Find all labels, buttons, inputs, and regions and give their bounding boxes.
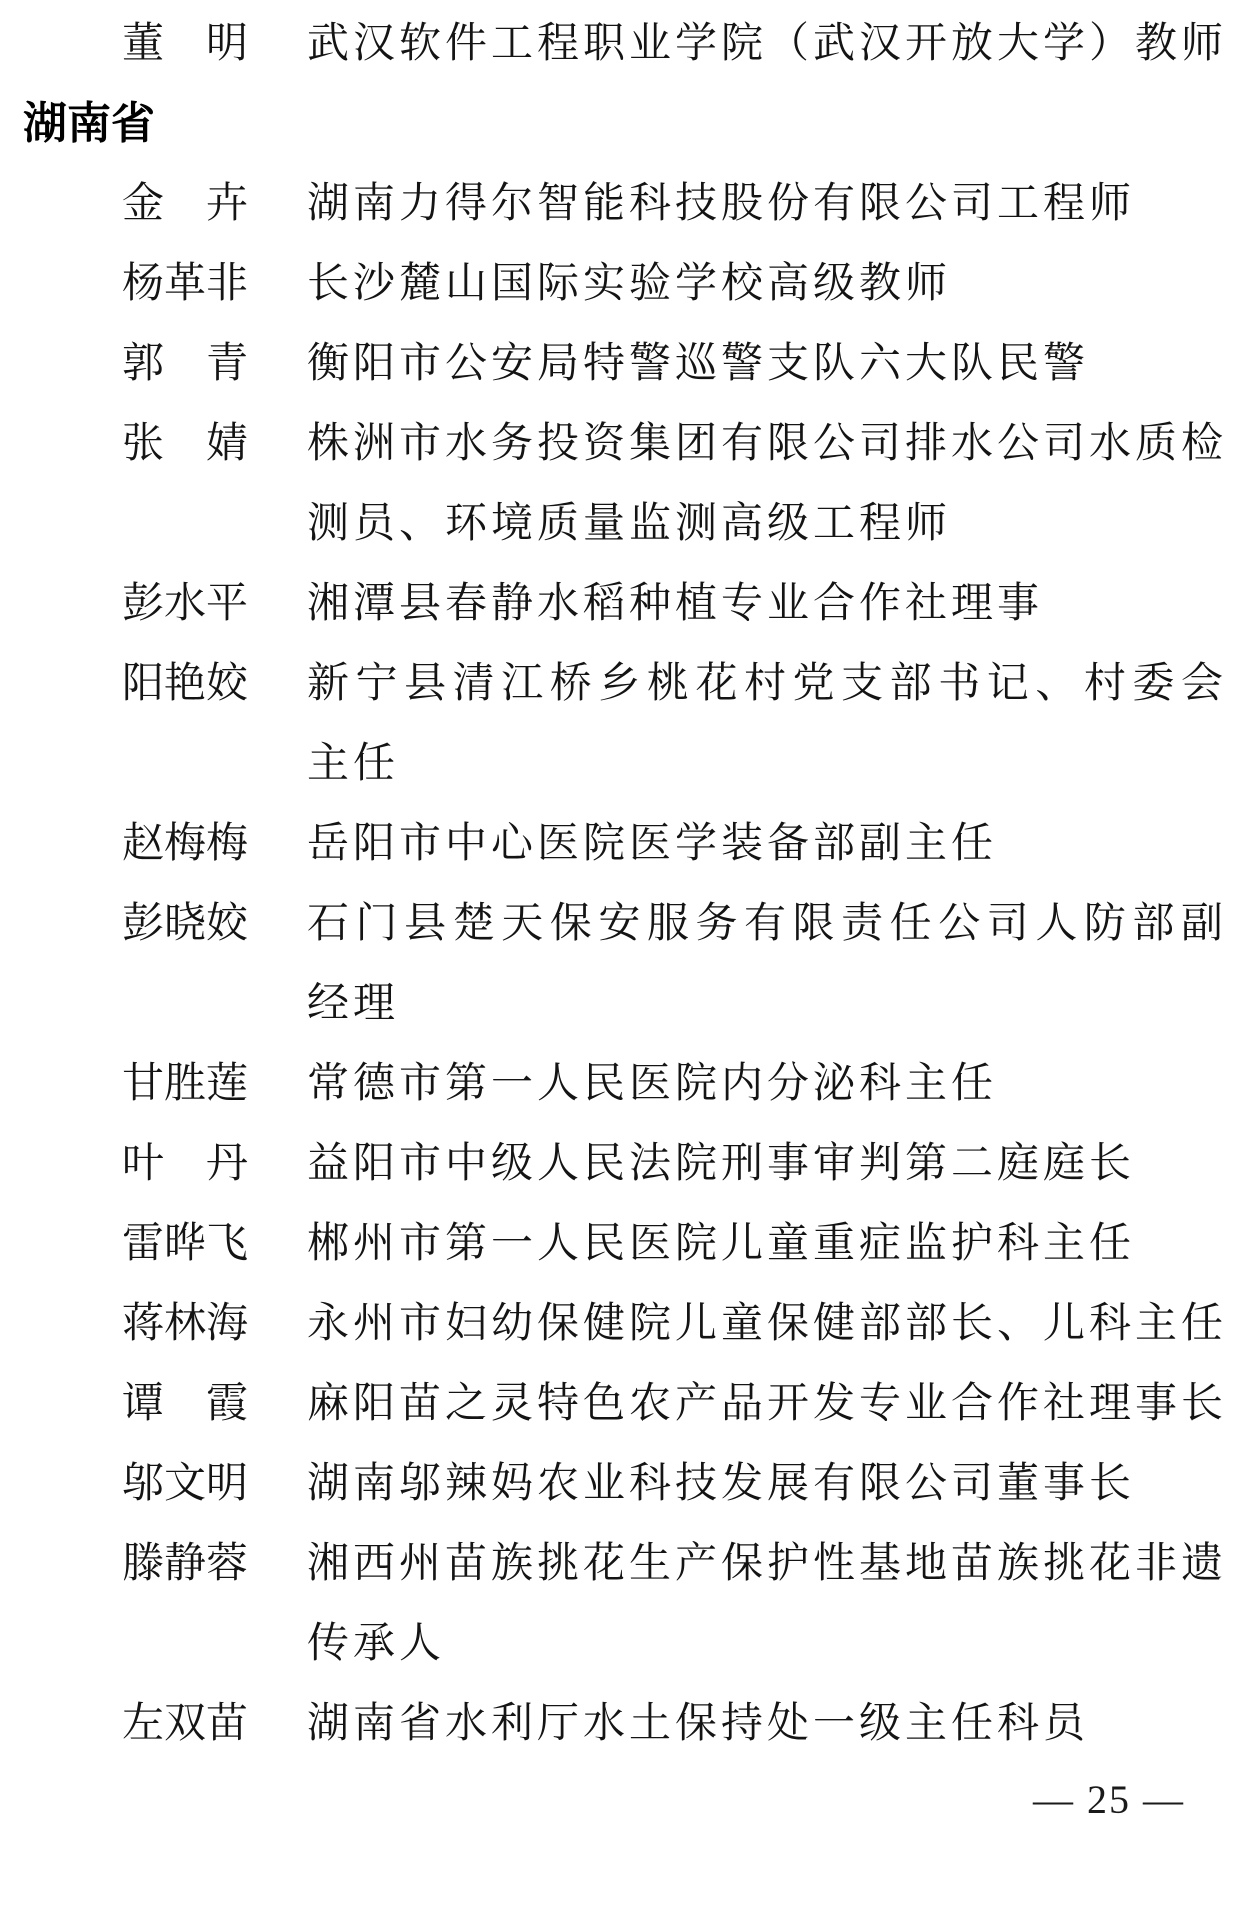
honoree-position — [307, 1364, 1228, 1444]
position-line: 衡阳市公安局特警巡警支队六大队民警 — [307, 341, 1090, 387]
honoree-position — [307, 564, 1223, 644]
honoree-name: 赵梅梅 — [122, 821, 249, 867]
honoree-name: 阳艳姣 — [122, 661, 249, 707]
honoree-entry — [0, 1124, 1242, 1204]
honoree-name: 雷晔飞 — [122, 1221, 249, 1267]
honoree-position — [307, 1044, 1223, 1124]
position-line: 岳阳市中心医院医学装备部副主任 — [307, 821, 998, 867]
honoree-name: 蒋林海 — [122, 1301, 249, 1347]
position-line: 益阳市中级人民法院刑事审判第二庭庭长 — [307, 1141, 1136, 1187]
honoree-name: 张婧 — [122, 421, 248, 467]
honoree-position — [307, 1444, 1223, 1524]
position-line: 郴州市第一人民医院儿童重症监护科主任 — [307, 1221, 1136, 1267]
honoree-position — [307, 4, 1228, 84]
honoree-entry — [0, 244, 1242, 324]
honoree-entry — [0, 1284, 1242, 1364]
position-line: 武汉软件工程职业学院（武汉开放大学）教师 — [307, 21, 1228, 67]
honoree-name: 董明 — [122, 21, 248, 67]
honoree-position — [307, 644, 1223, 804]
honoree-position — [307, 1284, 1228, 1364]
honoree-position — [307, 404, 1223, 564]
honoree-position — [307, 804, 1223, 884]
honoree-position — [307, 884, 1223, 1044]
position-line: 湖南省水利厅水土保持处一级主任科员 — [307, 1701, 1090, 1747]
position-line: 长沙麓山国际实验学校高级教师 — [307, 261, 952, 307]
honoree-position — [307, 1524, 1223, 1684]
honoree-position — [307, 164, 1223, 244]
honoree-entry — [0, 1444, 1242, 1524]
honoree-position — [307, 1204, 1223, 1284]
honoree-position — [307, 244, 1223, 324]
honoree-name: 谭霞 — [122, 1381, 248, 1427]
position-line: 湖南力得尔智能科技股份有限公司工程师 — [307, 181, 1136, 227]
honoree-entry — [0, 164, 1242, 244]
honoree-entry — [0, 324, 1242, 404]
honoree-entry — [0, 1684, 1242, 1764]
position-line: 经理 — [307, 981, 400, 1027]
honoree-name: 杨革非 — [122, 261, 249, 307]
position-line: 石门县楚天保安服务有限责任公司人防部副 — [307, 901, 1223, 947]
honoree-entry — [0, 4, 1242, 84]
honoree-entry — [0, 804, 1242, 884]
honoree-name: 彭晓姣 — [122, 901, 249, 947]
honoree-name: 左双苗 — [122, 1701, 249, 1747]
honoree-entry — [0, 1044, 1242, 1124]
honoree-entry — [0, 884, 1242, 1044]
position-line: 新宁县清江桥乡桃花村党支部书记、村委会 — [307, 661, 1223, 707]
position-line: 主任 — [307, 741, 400, 787]
honoree-name: 郭青 — [122, 341, 248, 387]
honoree-entry — [0, 644, 1242, 804]
honoree-entry — [0, 1204, 1242, 1284]
honoree-position — [307, 324, 1223, 404]
honoree-name: 邬文明 — [122, 1461, 249, 1507]
position-line: 湘潭县春静水稻种植专业合作社理事 — [307, 581, 1044, 627]
position-line: 湖南邬辣妈农业科技发展有限公司董事长 — [307, 1461, 1136, 1507]
honoree-name: 甘胜莲 — [122, 1061, 249, 1107]
position-line: 湘西州苗族挑花生产保护性基地苗族挑花非遗 — [307, 1541, 1223, 1587]
honoree-name: 叶丹 — [122, 1141, 248, 1187]
honoree-entry — [0, 1364, 1242, 1444]
province-section-header: 湖南省 — [23, 99, 155, 148]
position-line: 常德市第一人民医院内分泌科主任 — [307, 1061, 998, 1107]
honoree-name: 金卉 — [122, 181, 248, 227]
honoree-position — [307, 1684, 1223, 1764]
position-line: 株洲市水务投资集团有限公司排水公司水质检 — [307, 421, 1223, 467]
honoree-entry — [0, 404, 1242, 564]
position-line: 永州市妇幼保健院儿童保健部部长、儿科主任 — [307, 1301, 1228, 1347]
position-line: 麻阳苗之灵特色农产品开发专业合作社理事长 — [307, 1381, 1228, 1427]
position-line: 传承人 — [307, 1621, 446, 1667]
honoree-position — [307, 1124, 1223, 1204]
honoree-entry — [0, 564, 1242, 644]
honoree-name: 彭水平 — [122, 581, 249, 627]
honoree-entry — [0, 1524, 1242, 1684]
position-line: 测员、环境质量监测高级工程师 — [307, 501, 952, 547]
honoree-name: 滕静蓉 — [122, 1541, 249, 1587]
page-number: — 25 — — [1033, 1777, 1185, 1822]
